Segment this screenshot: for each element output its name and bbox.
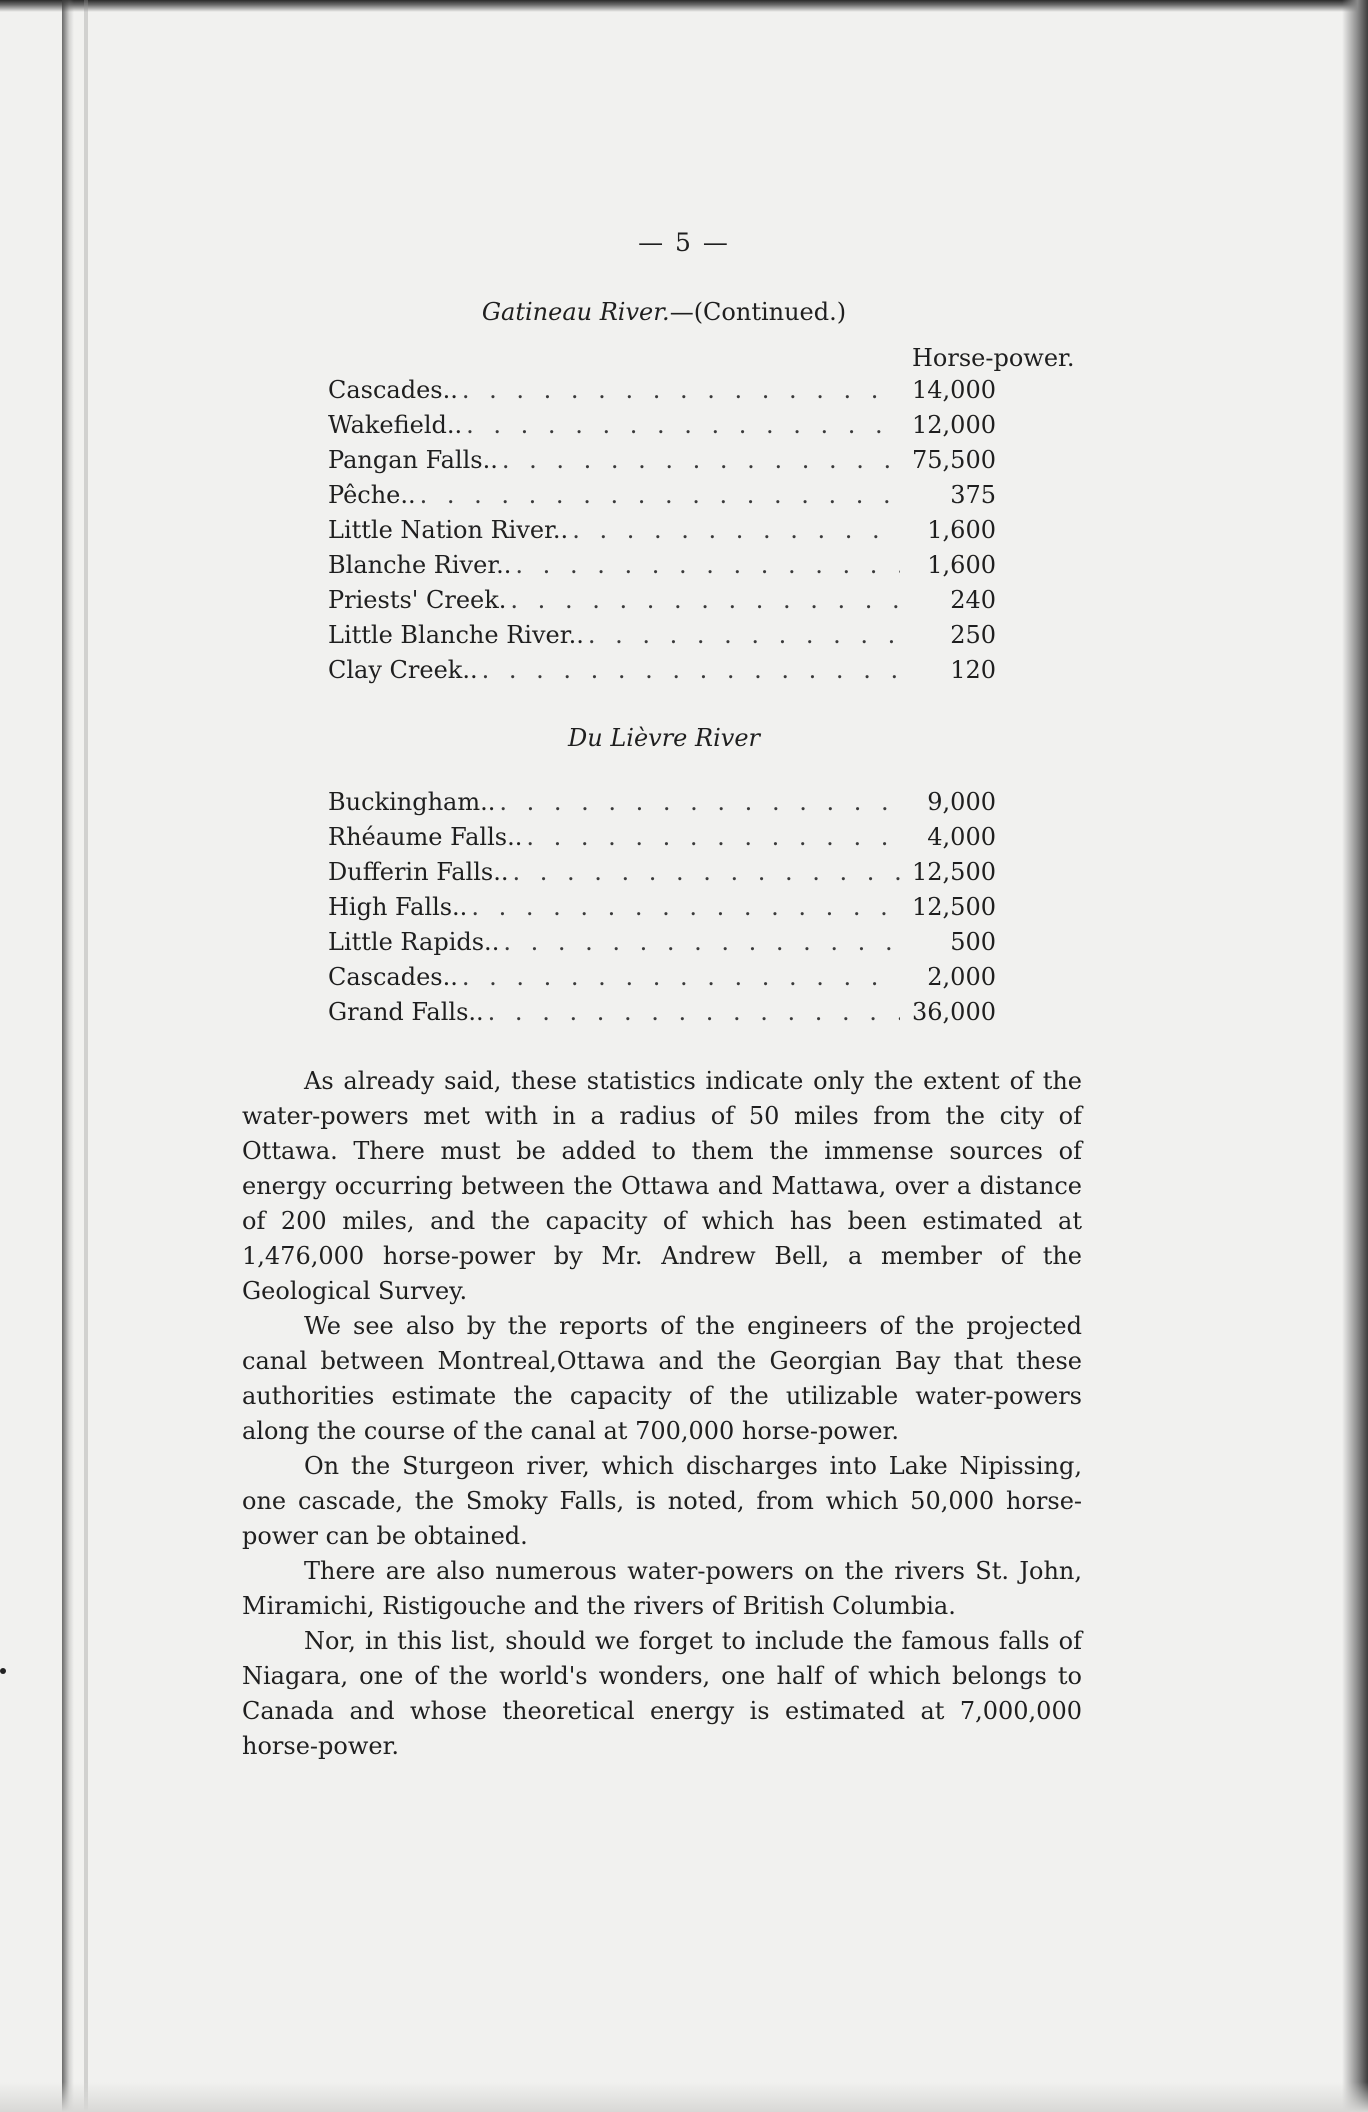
horse-power-column-header: Horse-power. bbox=[912, 344, 1075, 372]
dot-leader bbox=[498, 446, 900, 474]
paragraph: As already said, these statistics indicate only the extent of the water-powers met with in a radius of 50 miles from the city of Ottawa. There must be added to them the immense sources of energy occurring between the Ottawa and Mattawa, over a distance of 200 miles, and the capacity of which has been estimated at 1,476,000 horse-power by Mr. Andrew Bell, a member of the Geological Survey. bbox=[242, 1067, 1082, 1305]
location-name: Little Blanche River.. bbox=[328, 621, 584, 649]
page-right-shadow bbox=[1342, 0, 1368, 2112]
location-name: High Falls.. bbox=[328, 893, 468, 921]
paragraph: We see also by the reports of the engineers of the projected canal between Montreal,Ottawa and the Georgian Bay that these authorities estimate the capacity of the utilizable water-powers along the course of the canal at 700,000 horse-power. bbox=[242, 1312, 1082, 1445]
du-lievre-table bbox=[328, 788, 996, 1033]
table-row bbox=[328, 998, 996, 1033]
dot-leader bbox=[508, 858, 900, 886]
dot-leader bbox=[416, 481, 900, 509]
location-name: Grand Falls.. bbox=[328, 998, 484, 1026]
table-row bbox=[328, 551, 996, 586]
table-row bbox=[328, 586, 996, 621]
gatineau-heading-continued: —(Continued.) bbox=[669, 298, 847, 326]
location-name: Buckingham.. bbox=[328, 788, 496, 816]
dot-leader bbox=[495, 788, 900, 816]
horse-power-value: 1,600 bbox=[927, 551, 996, 579]
table-row bbox=[328, 788, 996, 823]
location-name: Wakefield.. bbox=[328, 411, 463, 439]
body-text bbox=[242, 1064, 1082, 1764]
table-row bbox=[328, 516, 996, 551]
dot-leader bbox=[478, 656, 900, 684]
table-row bbox=[328, 858, 996, 893]
table-row bbox=[328, 621, 996, 656]
location-name: Pêche.. bbox=[328, 481, 416, 509]
horse-power-value: 14,000 bbox=[912, 376, 996, 404]
dot-leader bbox=[499, 928, 900, 956]
page-top-shadow bbox=[0, 0, 1368, 12]
table-row bbox=[328, 823, 996, 858]
du-lievre-heading bbox=[0, 724, 1328, 752]
margin-mark bbox=[0, 1668, 6, 1674]
paragraph: There are also numerous water-powers on the rivers St. John, Miramichi, Ristigouche and the rivers of British Columbia. bbox=[242, 1557, 1082, 1620]
horse-power-value: 500 bbox=[950, 928, 996, 956]
location-name: Dufferin Falls.. bbox=[328, 858, 509, 886]
table-row bbox=[328, 411, 996, 446]
table-row bbox=[328, 963, 996, 998]
du-lievre-heading-title: Du Lièvre River bbox=[568, 724, 760, 752]
location-name: Little Nation River.. bbox=[328, 516, 569, 544]
dot-leader bbox=[511, 551, 900, 579]
horse-power-value: 12,500 bbox=[912, 858, 996, 886]
location-name: Clay Creek.. bbox=[328, 656, 478, 684]
horse-power-value: 75,500 bbox=[912, 446, 996, 474]
dot-leader bbox=[462, 411, 900, 439]
location-name: Little Rapids.. bbox=[328, 928, 500, 956]
dot-leader bbox=[458, 376, 900, 404]
dot-leader bbox=[506, 586, 900, 614]
paragraph: Nor, in this list, should we forget to include the famous falls of Niagara, one of the world's wonders, one half of which belongs to Canada and whose theoretical energy is estimated at 7,000,000 horse-power. bbox=[242, 1627, 1082, 1760]
dot-leader bbox=[467, 893, 900, 921]
location-name: Priests' Creek. bbox=[328, 586, 507, 614]
horse-power-value: 240 bbox=[950, 586, 996, 614]
dot-leader bbox=[484, 998, 900, 1026]
page-number: — 5 — bbox=[638, 228, 730, 257]
horse-power-value: 1,600 bbox=[927, 516, 996, 544]
horse-power-value: 9,000 bbox=[927, 788, 996, 816]
location-name: Cascades.. bbox=[328, 376, 458, 404]
table-row bbox=[328, 928, 996, 963]
page-bottom-edge bbox=[0, 2082, 1368, 2112]
dot-leader bbox=[458, 963, 900, 991]
dot-leader bbox=[584, 621, 900, 649]
horse-power-value: 36,000 bbox=[912, 998, 996, 1026]
horse-power-value: 120 bbox=[950, 656, 996, 684]
horse-power-value: 375 bbox=[950, 481, 996, 509]
location-name: Rhéaume Falls.. bbox=[328, 823, 523, 851]
table-row bbox=[328, 481, 996, 516]
table-row bbox=[328, 656, 996, 691]
horse-power-value: 12,000 bbox=[912, 411, 996, 439]
location-name: Blanche River.. bbox=[328, 551, 512, 579]
table-row bbox=[328, 893, 996, 928]
horse-power-value: 4,000 bbox=[927, 823, 996, 851]
table-row bbox=[328, 376, 996, 411]
table-row bbox=[328, 446, 996, 481]
horse-power-value: 12,500 bbox=[912, 893, 996, 921]
paragraph: On the Sturgeon river, which discharges into Lake Nipissing, one cascade, the Smoky Falls, is noted, from which 50,000 horse-power can be obtained. bbox=[242, 1452, 1082, 1550]
gatineau-heading bbox=[0, 298, 1328, 326]
dot-leader bbox=[568, 516, 900, 544]
horse-power-value: 250 bbox=[950, 621, 996, 649]
dot-leader bbox=[522, 823, 900, 851]
gatineau-heading-title: Gatineau River. bbox=[481, 298, 670, 326]
gatineau-table bbox=[328, 376, 996, 691]
location-name: Cascades.. bbox=[328, 963, 458, 991]
horse-power-value: 2,000 bbox=[927, 963, 996, 991]
location-name: Pangan Falls.. bbox=[328, 446, 498, 474]
